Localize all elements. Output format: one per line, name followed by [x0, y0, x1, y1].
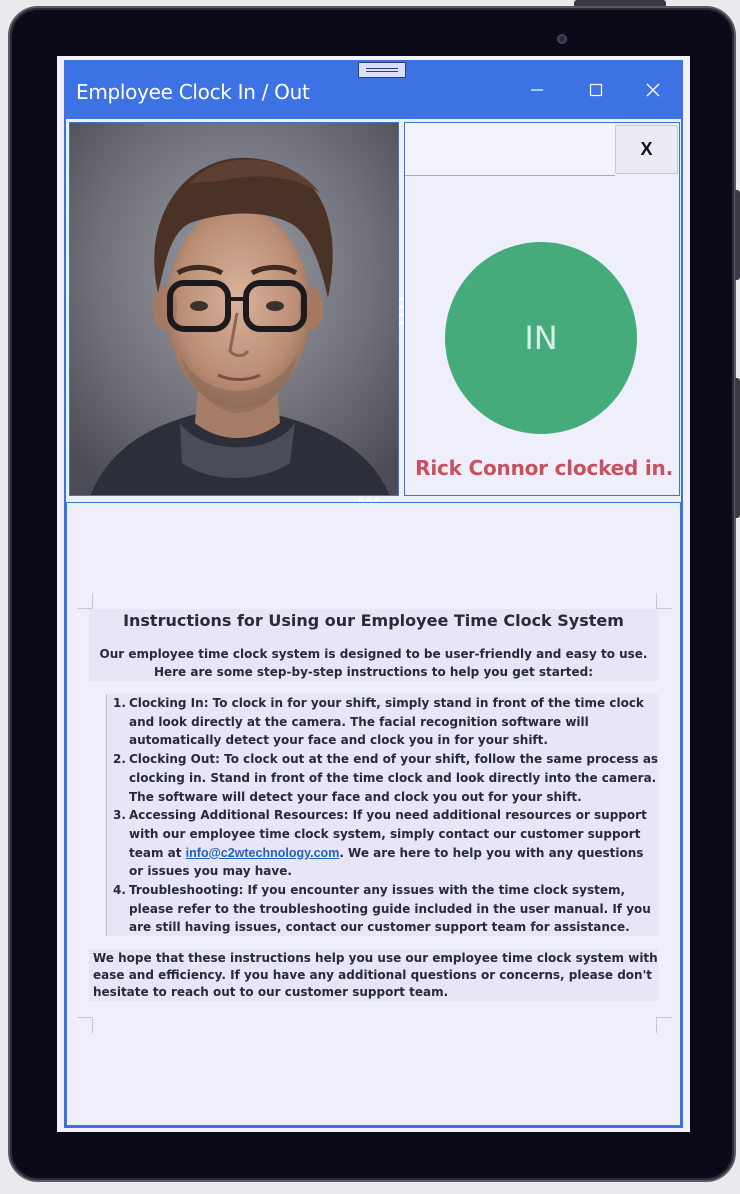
- step-text: Clocking Out: To clock out at the end of your shift, follow the same process as clocking in. Stand in front of the time clock and look directly into the camera. The software will detect your face and clock you out for your shift.: [129, 752, 659, 804]
- minimize-button[interactable]: [519, 74, 555, 106]
- list-item: [107, 806, 659, 881]
- screen: [57, 56, 690, 1132]
- vertical-splitter[interactable]: [399, 291, 403, 331]
- close-window-button[interactable]: [635, 74, 671, 106]
- page-corner-mark: [656, 593, 672, 609]
- maximize-button[interactable]: [578, 74, 614, 106]
- step-number: 4.: [113, 883, 126, 898]
- step-text: Troubleshooting: If you encounter any issues with the time clock system, please refer to the troubleshooting guide included in the user manual. If you are still having issues, contact our customer support team for assistance.: [129, 883, 651, 935]
- clock-status-indicator: [445, 242, 637, 434]
- instructions-header: [89, 609, 658, 681]
- minimize-icon: [530, 83, 544, 97]
- camera-feed: [69, 122, 399, 496]
- instructions-closing: [89, 949, 658, 1001]
- clear-button[interactable]: X: [615, 125, 678, 174]
- steps-list: [107, 694, 659, 937]
- front-camera: [557, 34, 567, 44]
- employee-name-input[interactable]: [405, 123, 615, 176]
- list-item: [107, 694, 659, 750]
- step-text: . We are here to help you with any questions or issues you may have.: [129, 845, 644, 879]
- step-text: Clocking In: To clock in for your shift, simply stand in front of the time clock and look directly at the camera. The facial recognition software will automatically detect your face and clock you in for your shift.: [129, 696, 644, 748]
- instructions-intro: Our employee time clock system is designed to be user-friendly and easy to use. Here are some step-by-step instructions to help you get started:: [99, 647, 648, 679]
- volume-button: [735, 190, 740, 280]
- window-drag-handle[interactable]: [358, 62, 406, 78]
- instructions-panel: [66, 502, 681, 1126]
- app-window: [64, 60, 683, 1128]
- support-email-link[interactable]: info@c2wtechnology.com: [185, 845, 340, 860]
- step-number: 2.: [113, 752, 126, 767]
- power-button: [574, 0, 666, 6]
- clock-status-message: Rick Connor clocked in.: [415, 456, 673, 480]
- list-item: [107, 881, 659, 937]
- page-corner-mark: [77, 1017, 93, 1033]
- horizontal-splitter[interactable]: [359, 497, 379, 501]
- instructions-steps: [106, 694, 658, 936]
- step-number: 3.: [113, 808, 126, 823]
- clock-status-panel: [404, 122, 680, 496]
- list-item: [107, 750, 659, 806]
- window-title: Employee Clock In / Out: [76, 80, 310, 104]
- page-corner-mark: [77, 593, 93, 609]
- clock-status-label: IN: [524, 319, 558, 357]
- maximize-icon: [589, 83, 603, 97]
- content-area: [66, 119, 681, 1126]
- page-corner-mark: [656, 1017, 672, 1033]
- step-number: 1.: [113, 696, 126, 710]
- instructions-title: Instructions for Using our Employee Time Clock System: [123, 611, 624, 630]
- step-text: Accessing Additional Resources: If you need additional resources or support with our employee time clock system, simply contact our customer support team at: [129, 808, 647, 860]
- closing-text: We hope that these instructions help you use our employee time clock system with ease and efficiency. If you have any additional questions or concerns, please don't hesitate to reach out to our customer support team.: [93, 951, 658, 999]
- side-button: [735, 378, 740, 518]
- close-icon: [646, 83, 660, 97]
- employee-photo: [70, 123, 399, 496]
